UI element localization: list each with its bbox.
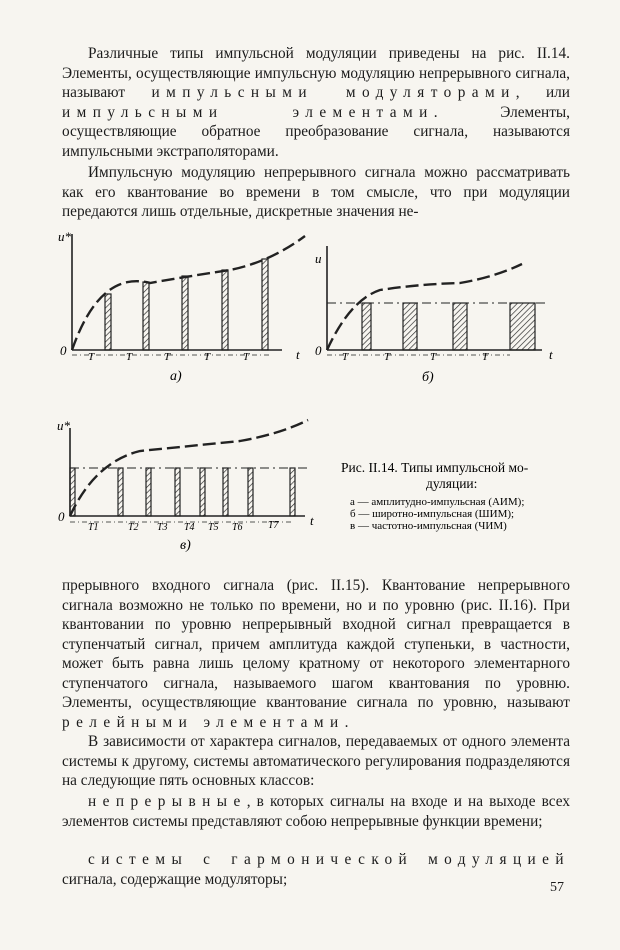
panel-a-pulse [143, 282, 149, 350]
panel-c-pulse [146, 468, 151, 516]
panel-a-pulse [105, 294, 111, 350]
panel-c-pulse [118, 468, 123, 516]
panel-a-period-label: T [243, 351, 250, 363]
caption-line-a: а — амплитудно-импульсная (АИМ); [350, 496, 525, 508]
panel-c-period-label: T6 [232, 522, 243, 533]
panel-b-pulse [453, 303, 467, 350]
panel-c-pulse [175, 468, 180, 516]
p1-term-elements: импульсными элементами [62, 103, 434, 121]
panel-a-period-label: T [126, 351, 133, 363]
panel-b-pulse [362, 303, 371, 350]
paragraph-2: Импульсную модуляцию непрерывного сигнала можно рассматривать как его квантование во времени в том смысле, что при модуляции передаются лишь отдельные, дискретные значения не- [62, 164, 570, 220]
panel-a-pulse [222, 270, 228, 350]
p1-term-modulators: импульсными модуляторами [151, 84, 516, 101]
panel-b-period-label: T [482, 351, 489, 363]
p1-text-a: Различные типы импульсной модуляции приведены на рис. II.14. Элементы, осуществляющие импульсную модуляцию непрерывного сигнала, называют [62, 45, 570, 101]
caption-line-c: в — частотно-импульсная (ЧИМ) [350, 520, 507, 532]
panel-a-pulse [262, 259, 268, 350]
p3-text-b: . [344, 713, 349, 731]
p6-text: сигнала, содержащие модуляторы; [62, 870, 288, 888]
caption-title-line-1: Рис. II.14. Типы импульсной мо- [341, 460, 529, 475]
panel-c-period-label: T1 [88, 522, 99, 533]
p1-text-b: , или [515, 84, 570, 101]
paragraph-6 [62, 850, 570, 889]
paragraph-4: В зависимости от характера сигналов, передаваемых от одного элемента системы к другому, системы автоматического регулирования подразделяются на следующие пять основных классов: [62, 733, 570, 789]
panel-a-origin: 0 [60, 343, 67, 358]
p3-term-relay: релейными элементами [62, 713, 345, 731]
panel-c-pulse [290, 468, 295, 516]
panel-c-period-label: T3 [157, 522, 168, 533]
panel-c [57, 418, 314, 553]
panel-b-tag: б) [422, 370, 434, 385]
panel-c-pulse [70, 468, 75, 516]
panel-c-period-label: T4 [184, 522, 195, 533]
panel-c-pulse [248, 468, 253, 516]
panel-b-period-label: T [430, 351, 437, 363]
panel-b-signal-curve [327, 264, 522, 350]
caption-title-line-2: дуляции: [426, 476, 478, 491]
panel-c-origin: 0 [58, 509, 65, 524]
panel-c-pulse [200, 468, 205, 516]
p6-term-harmonic: системы с гармонической модуляцией [88, 851, 570, 868]
p3-text-a: прерывного входного сигнала (рис. II.15). Квантование непрерывного сигнала возможно не только по времени, но и по уровню (рис. II.16). При квантовании по уровню непрерывный входной сигнал превращается в ступенчатый сигнал, причем амплитуда каждой ступеньки, в частности, может быть равна лишь целому кратному от некоторого элементарного ступенчатого сигнала, называемого шагом квантования по уровню. Элементы, осуществляющие квантование сигнала по уровню, называют [62, 577, 570, 711]
panel-b-y-label: u [315, 251, 322, 266]
panel-b-origin: 0 [315, 343, 322, 358]
panel-a-y-label: u* [58, 229, 71, 244]
page-number: 57 [550, 880, 564, 895]
panel-c-t-label: t [310, 513, 314, 528]
panel-b-pulse [403, 303, 417, 350]
panel-b-t-label: t [549, 347, 553, 362]
figure-caption [341, 460, 529, 532]
panel-c-period-label: T5 [208, 522, 219, 533]
panel-a-period-label: T [204, 351, 211, 363]
panel-c-tag: в) [180, 538, 191, 553]
panel-c-period-label: T7 [268, 520, 279, 531]
p1-text-c: . Элементы, осуществляющие обратное преобразование сигнала, называются импульсными экстраполяторами. [62, 103, 570, 160]
panel-b [315, 246, 553, 385]
panel-c-pulse [223, 468, 228, 516]
p5-text: , в которых сигналы на входе и на выходе всех элементов системы представляют собою непрерывные функции времени; [62, 793, 570, 830]
panel-a-period-label: T [164, 351, 171, 363]
panel-c-y-label: u* [57, 418, 70, 433]
panel-a-period-label: T [88, 351, 95, 363]
panel-c-period-label: T2 [128, 522, 139, 533]
panel-b-pulse [510, 303, 535, 350]
panel-a-t-label: t [296, 347, 300, 362]
panel-b-period-label: T [342, 351, 349, 363]
caption-line-b: б — широтно-импульсная (ШИМ); [350, 508, 515, 520]
paragraph-5 [62, 792, 570, 831]
panel-a-tag: а) [170, 369, 182, 384]
paragraph-3 [62, 576, 570, 732]
p5-term-continuous: непрерывные [88, 793, 247, 810]
panel-a [58, 229, 305, 384]
panel-b-period-label: T [384, 351, 391, 363]
panel-a-pulse [182, 276, 188, 350]
